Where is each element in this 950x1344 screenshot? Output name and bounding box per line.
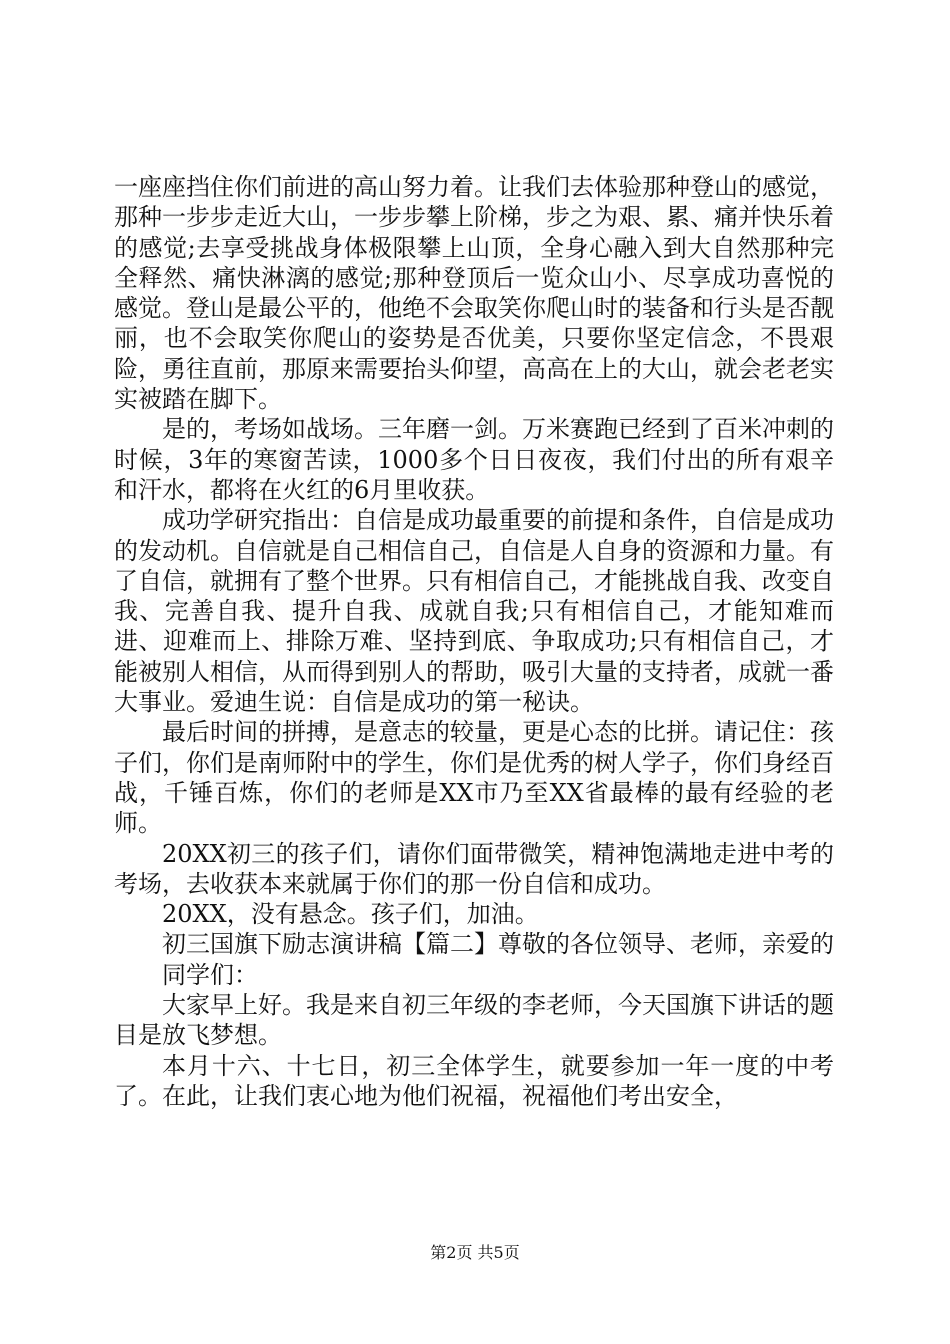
document-body <box>114 172 834 1111</box>
paragraph: 本月十六、十七日，初三全体学生，就要参加一年一度的中考了。在此，让我们衷心地为他们祝福，祝福他们考出安全， <box>114 1051 834 1110</box>
paragraph: 一座座挡住你们前进的高山努力着。让我们去体验那种登山的感觉，那种一步步走近大山，一步步攀上阶梯，步之为艰、累、痛并快乐着的感觉;去享受挑战身体极限攀上山顶，全身心融入到大自然那种完全释然、痛快淋漓的感觉;那种登顶后一览众山小、尽享成功喜悦的感觉。登山是最公平的，他绝不会取笑你爬山时的装备和行头是否靓丽，也不会取笑你爬山的姿势是否优美，只要你坚定信念，不畏艰险，勇往直前，那原来需要抬头仰望，高高在上的大山，就会老老实实被踏在脚下。 <box>114 173 834 414</box>
paragraph: 20XX初三的孩子们，请你们面带微笑，精神饱满地走进中考的考场，去收获本来就属于你们的那一份自信和成功。 <box>114 839 834 898</box>
paragraph: 20XX，没有悬念。孩子们，加油。 <box>162 900 539 929</box>
paragraph: 成功学研究指出：自信是成功最重要的前提和条件，自信是成功的发动机。自信就是自己相信自己，自信是人自身的资源和力量。有了自信，就拥有了整个世界。只有相信自己，才能挑战自我、改变自我、完善自我、提升自我、成就自我;只有相信自己，才能知难而进、迎难而上、排除万难、坚持到底、争取成功;只有相信自己，才能被别人相信，从而得到别人的帮助，吸引大量的支持者，成就一番大事业。爱迪生说：自信是成功的第一秘诀。 <box>114 506 834 717</box>
paragraph: 初三国旗下励志演讲稿【篇二】尊敬的各位领导、老师，亲爱的 <box>162 930 834 959</box>
paragraph: 同学们： <box>162 960 258 989</box>
paragraph: 最后时间的拼搏，是意志的较量，更是心态的比拼。请记住：孩子们，你们是南师附中的学生，你们是优秀的树人学子，你们身经百战，千锤百炼，你们的老师是XX市乃至XX省最棒的最有经验的老师。 <box>114 718 834 838</box>
paragraph: 是的，考场如战场。三年磨一剑。万米赛跑已经到了百米冲刺的时候，3年的寒窗苦读，1000多个日日夜夜，我们付出的所有艰辛和汗水，都将在火红的6月里收获。 <box>114 415 834 504</box>
page-number-footer: 第2页 共5页 <box>430 1243 520 1262</box>
paragraph: 大家早上好。我是来自初三年级的李老师，今天国旗下讲话的题目是放飞梦想。 <box>114 991 834 1050</box>
